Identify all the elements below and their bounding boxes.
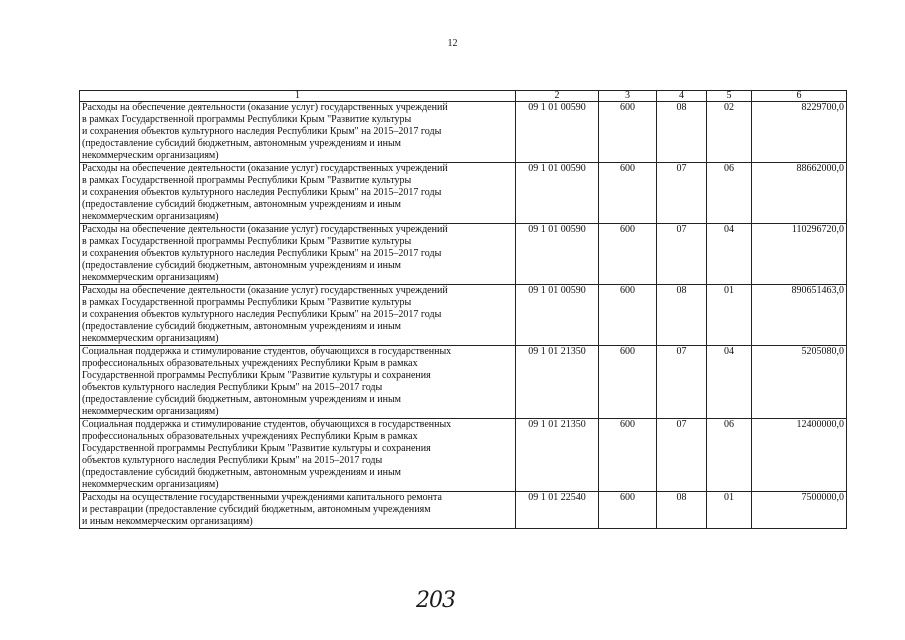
- row-description: Расходы на обеспечение деятельности (оказание услуг) государственных учреждений в рамках Государственной программы Республики Крым "Развитие культуры и сохранения объектов культурного наследия Республики Крым" на 2015–2017 годы (предоставление субсидий бюджетным, автономным учреждениям и иным некоммерческим организациям): [80, 285, 516, 346]
- row-description: Расходы на обеспечение деятельности (оказание услуг) государственных учреждений в рамках Государственной программы Республики Крым "Развитие культуры и сохранения объектов культурного наследия Республики Крым" на 2015–2017 годы (предоставление субсидий бюджетным, автономным учреждениям и иным некоммерческим организациям): [80, 163, 516, 224]
- row-col-4: 08: [657, 102, 707, 163]
- page-number: 12: [447, 38, 458, 49]
- budget-table: [79, 90, 847, 529]
- header-col-2: 2: [516, 91, 599, 102]
- row-amount: 12400000,0: [752, 419, 847, 492]
- row-col-4: 07: [657, 163, 707, 224]
- table-row: [80, 163, 847, 224]
- row-col-5: 04: [707, 224, 752, 285]
- row-code: 09 1 01 22540: [516, 492, 599, 529]
- row-code: 09 1 01 00590: [516, 163, 599, 224]
- row-description: Расходы на осуществление государственными учреждениями капитального ремонта и реставрации (предоставление субсидий бюджетным, автономным учреждениям и иным некоммерческим организациям): [80, 492, 516, 529]
- table-row: [80, 492, 847, 529]
- row-col-4: 08: [657, 492, 707, 529]
- table-row: [80, 285, 847, 346]
- row-col-3: 600: [599, 163, 657, 224]
- row-col-3: 600: [599, 419, 657, 492]
- header-col-6: 6: [752, 91, 847, 102]
- row-col-5: 02: [707, 102, 752, 163]
- row-code: 09 1 01 00590: [516, 224, 599, 285]
- row-col-3: 600: [599, 492, 657, 529]
- row-col-3: 600: [599, 102, 657, 163]
- table-row: [80, 224, 847, 285]
- row-col-4: 07: [657, 419, 707, 492]
- row-col-4: 08: [657, 285, 707, 346]
- row-code: 09 1 01 00590: [516, 285, 599, 346]
- table-row: [80, 419, 847, 492]
- row-code: 09 1 01 21350: [516, 346, 599, 419]
- row-col-3: 600: [599, 224, 657, 285]
- row-amount: 7500000,0: [752, 492, 847, 529]
- row-description: Расходы на обеспечение деятельности (оказание услуг) государственных учреждений в рамках Государственной программы Республики Крым "Развитие культуры и сохранения объектов культурного наследия Республики Крым" на 2015–2017 годы (предоставление субсидий бюджетным, автономным учреждениям и иным некоммерческим организациям): [80, 102, 516, 163]
- row-description: Расходы на обеспечение деятельности (оказание услуг) государственных учреждений в рамках Государственной программы Республики Крым "Развитие культуры и сохранения объектов культурного наследия Республики Крым" на 2015–2017 годы (предоставление субсидий бюджетным, автономным учреждениям и иным некоммерческим организациям): [80, 224, 516, 285]
- row-col-3: 600: [599, 346, 657, 419]
- row-amount: 8229700,0: [752, 102, 847, 163]
- row-description: Социальная поддержка и стимулирование студентов, обучающихся в государственных профессиональных образовательных учреждениях Республики Крым в рамках Государственной программы Республики Крым "Развитие культуры и сохранения объектов культурного наследия Республики Крым" на 2015–2017 годы (предоставление субсидий бюджетным, автономным учреждениям и иным некоммерческим организациям): [80, 419, 516, 492]
- row-amount: 88662000,0: [752, 163, 847, 224]
- table-row: [80, 102, 847, 163]
- row-code: 09 1 01 00590: [516, 102, 599, 163]
- row-description: Социальная поддержка и стимулирование студентов, обучающихся в государственных профессиональных образовательных учреждениях Республики Крым в рамках Государственной программы Республики Крым "Развитие культуры и сохранения объектов культурного наследия Республики Крым" на 2015–2017 годы (предоставление субсидий бюджетным, автономным учреждениям и иным некоммерческим организациям): [80, 346, 516, 419]
- row-amount: 890651463,0: [752, 285, 847, 346]
- row-amount: 110296720,0: [752, 224, 847, 285]
- handwritten-page-mark: 203: [416, 588, 455, 613]
- header-col-1: 1: [80, 91, 516, 102]
- row-col-5: 01: [707, 285, 752, 346]
- header-col-5: 5: [707, 91, 752, 102]
- row-col-5: 06: [707, 419, 752, 492]
- row-col-3: 600: [599, 285, 657, 346]
- row-code: 09 1 01 21350: [516, 419, 599, 492]
- header-col-4: 4: [657, 91, 707, 102]
- row-col-4: 07: [657, 224, 707, 285]
- table-row: [80, 346, 847, 419]
- row-col-5: 01: [707, 492, 752, 529]
- header-col-3: 3: [599, 91, 657, 102]
- row-col-5: 04: [707, 346, 752, 419]
- row-col-5: 06: [707, 163, 752, 224]
- row-amount: 5205080,0: [752, 346, 847, 419]
- row-col-4: 07: [657, 346, 707, 419]
- header-row: [80, 91, 847, 102]
